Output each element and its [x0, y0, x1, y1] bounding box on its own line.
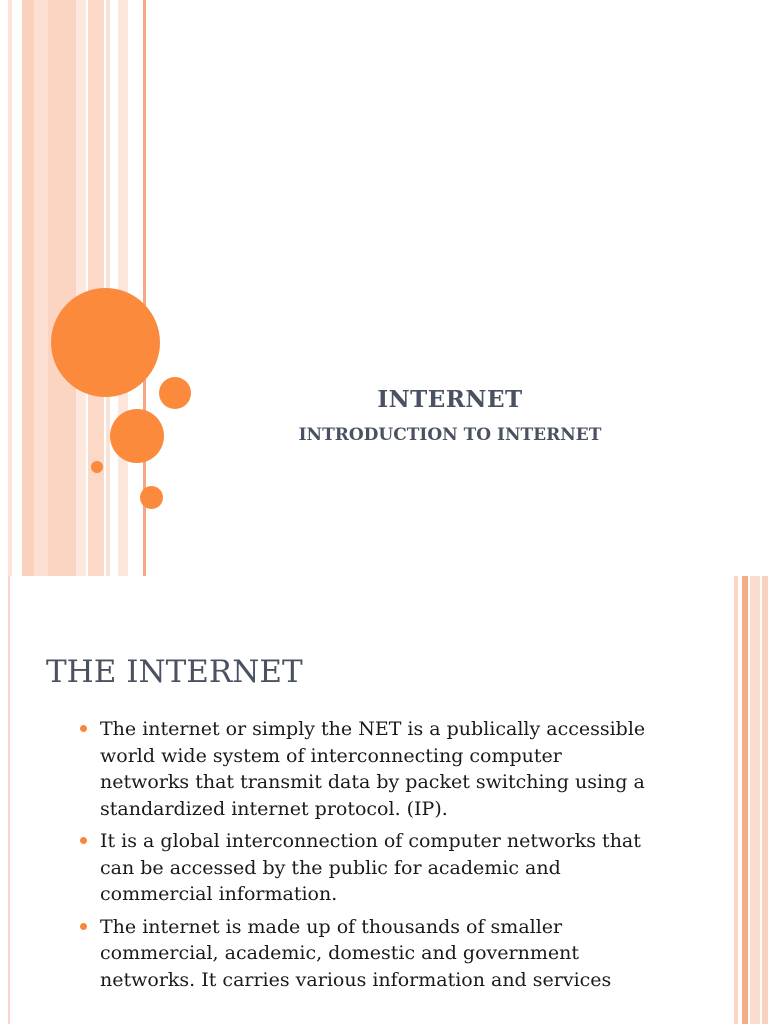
decor-stripe: [8, 576, 10, 1024]
content-slide: [0, 576, 768, 1024]
bullet-item: [76, 828, 656, 908]
decor-stripe: [34, 0, 48, 576]
bullet-icon: [80, 837, 87, 844]
decor-stripe: [118, 0, 128, 576]
decor-circle-small: [140, 486, 163, 509]
bullet-item: [76, 716, 656, 822]
decor-stripe: [750, 576, 760, 1024]
decor-stripe-accent: [742, 576, 748, 1024]
bullet-icon: [80, 923, 87, 930]
bullet-text: It is a global interconnection of computer networks that can be accessed by the public for academic and commercial information.: [100, 830, 641, 905]
decor-circle-small: [159, 377, 191, 409]
decor-stripe: [8, 0, 12, 576]
bullet-item: [76, 914, 656, 994]
slide-subtitle: INTRODUCTION TO INTERNET: [298, 425, 602, 445]
bullet-text: The internet or simply the NET is a publically accessible world wide system of interconnecting computer networks that transmit data by packet switching using a standardized internet protocol. (IP).: [100, 718, 646, 820]
decor-circle-large: [51, 288, 160, 397]
decor-stripe: [734, 576, 738, 1024]
decor-stripe: [76, 0, 86, 576]
slide-title: INTERNET: [377, 386, 523, 413]
decor-circle-medium: [110, 409, 164, 463]
decor-circle-tiny: [91, 461, 103, 473]
bullet-icon: [80, 725, 87, 732]
decor-stripe: [48, 0, 76, 576]
slide-heading: THE INTERNET: [46, 654, 303, 690]
decor-stripe: [22, 0, 34, 576]
bullet-list: [76, 716, 656, 999]
bullet-text: The internet is made up of thousands of smaller commercial, academic, domestic and government networks. It carries various information and services: [100, 915, 612, 991]
decor-stripe: [762, 576, 768, 1024]
